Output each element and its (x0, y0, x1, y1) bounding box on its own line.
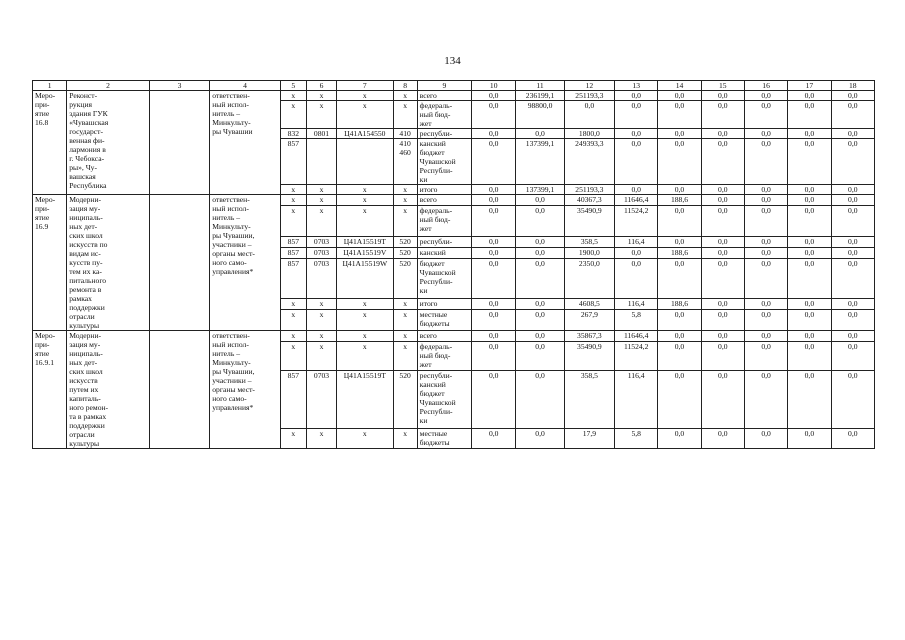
amount-cell: 188,6 (658, 247, 701, 258)
amount-cell: 0,0 (472, 428, 516, 448)
amount-cell: 35867,3 (564, 331, 614, 342)
amount-cell: 0,0 (658, 185, 701, 195)
column-header: 9 (417, 81, 471, 91)
target-article-code: x (337, 341, 393, 371)
responsible-executor: ответствен- ный испол- нитель – Минкульту- ры Чувашии, участники – органы мест- ного само- управления* (210, 331, 281, 449)
header-row (33, 81, 875, 91)
amount-cell: 116,4 (615, 371, 658, 429)
amount-cell: 0,0 (701, 258, 744, 299)
column-header: 11 (516, 81, 564, 91)
expense-type-code: x (393, 299, 417, 310)
target-article-code: Ц41А15519W (337, 258, 393, 299)
amount-cell: 2350,0 (564, 258, 614, 299)
amount-cell: 0,0 (472, 129, 516, 139)
funding-source: итого (417, 299, 471, 310)
amount-cell: 0,0 (701, 371, 744, 429)
section-code: x (306, 310, 336, 331)
amount-cell: 0,0 (472, 247, 516, 258)
amount-cell: 0,0 (788, 236, 831, 247)
ministry-code: x (280, 341, 306, 371)
amount-cell: 0,0 (788, 258, 831, 299)
amount-cell: 0,0 (788, 428, 831, 448)
amount-cell: 0,0 (788, 91, 831, 101)
amount-cell: 40367,3 (564, 195, 614, 206)
amount-cell: 0,0 (472, 195, 516, 206)
section-code: 0703 (306, 247, 336, 258)
amount-cell: 0,0 (744, 91, 787, 101)
expense-type-code: x (393, 331, 417, 342)
measure-name: Модерни- зация му- ниципаль- ных дет- ских школ искусств путем их капиталь- ного ремон- та в рамках поддержки отрасли культуры (67, 331, 150, 449)
amount-cell: 0,0 (744, 310, 787, 331)
target-article-code: x (337, 205, 393, 236)
amount-cell: 0,0 (615, 247, 658, 258)
amount-cell: 0,0 (744, 205, 787, 236)
section-code: 0703 (306, 258, 336, 299)
amount-cell: 0,0 (658, 139, 701, 185)
amount-cell: 1900,0 (564, 247, 614, 258)
amount-cell: 0,0 (516, 371, 564, 429)
funding-source: федераль- ный бюд- жет (417, 101, 471, 129)
amount-cell: 11524,2 (615, 205, 658, 236)
amount-cell: 0,0 (788, 247, 831, 258)
expense-type-code: x (393, 310, 417, 331)
target-article-code: x (337, 331, 393, 342)
amount-cell: 251193,3 (564, 185, 614, 195)
amount-cell: 0,0 (472, 331, 516, 342)
section-code: x (306, 341, 336, 371)
amount-cell: 98800,0 (516, 101, 564, 129)
target-article-code: Ц41А15519Т (337, 371, 393, 429)
ministry-code: x (280, 205, 306, 236)
column-header: 1 (33, 81, 67, 91)
amount-cell: 188,6 (658, 195, 701, 206)
amount-cell: 0,0 (701, 205, 744, 236)
expense-type-code: x (393, 428, 417, 448)
amount-cell: 236199,1 (516, 91, 564, 101)
column-header: 8 (393, 81, 417, 91)
target-article-code: x (337, 185, 393, 195)
amount-cell: 0,0 (615, 91, 658, 101)
amount-cell: 0,0 (472, 258, 516, 299)
amount-cell: 0,0 (516, 247, 564, 258)
amount-cell: 0,0 (516, 205, 564, 236)
column-3-cell (149, 331, 209, 449)
target-article-code: x (337, 299, 393, 310)
amount-cell: 0,0 (658, 205, 701, 236)
amount-cell: 0,0 (658, 101, 701, 129)
amount-cell: 0,0 (472, 101, 516, 129)
amount-cell: 358,5 (564, 371, 614, 429)
amount-cell: 0,0 (516, 258, 564, 299)
amount-cell: 0,0 (701, 299, 744, 310)
amount-cell: 137399,1 (516, 139, 564, 185)
expense-type-code: 410 460 (393, 139, 417, 185)
column-header: 2 (67, 81, 150, 91)
budget-table (32, 80, 875, 449)
funding-source: федераль- ный бюд- жет (417, 341, 471, 371)
target-article-code: Ц41А15519V (337, 247, 393, 258)
section-code: 0801 (306, 129, 336, 139)
amount-cell: 35490,9 (564, 341, 614, 371)
funding-source: республи- (417, 236, 471, 247)
expense-type-code: x (393, 91, 417, 101)
amount-cell: 0,0 (516, 331, 564, 342)
column-header: 13 (615, 81, 658, 91)
amount-cell: 0,0 (516, 428, 564, 448)
expense-type-code: x (393, 101, 417, 129)
amount-cell: 116,4 (615, 299, 658, 310)
amount-cell: 0,0 (788, 299, 831, 310)
target-article-code: x (337, 310, 393, 331)
amount-cell: 0,0 (472, 91, 516, 101)
amount-cell: 0,0 (744, 236, 787, 247)
section-code (306, 139, 336, 185)
amount-cell: 0,0 (472, 205, 516, 236)
amount-cell: 0,0 (516, 310, 564, 331)
amount-cell: 0,0 (472, 236, 516, 247)
amount-cell: 0,0 (788, 341, 831, 371)
amount-cell: 0,0 (701, 195, 744, 206)
amount-cell: 0,0 (701, 129, 744, 139)
column-3-cell (149, 91, 209, 195)
responsible-executor: ответствен- ный испол- нитель – Минкульту- ры Чувашии (210, 91, 281, 195)
amount-cell: 0,0 (788, 129, 831, 139)
measure-name: Реконст- рукция здания ГУК «Чувашская государст- венная фи- лармония в г. Чебокса- ры», Чу- вашская Республика (67, 91, 150, 195)
ministry-code: 857 (280, 258, 306, 299)
column-header: 15 (701, 81, 744, 91)
section-code: x (306, 195, 336, 206)
column-header: 16 (744, 81, 787, 91)
amount-cell: 267,9 (564, 310, 614, 331)
ministry-code: x (280, 428, 306, 448)
amount-cell: 0,0 (831, 91, 874, 101)
funding-source: итого (417, 185, 471, 195)
amount-cell: 0,0 (831, 236, 874, 247)
table-row (33, 91, 875, 101)
measure-number: Меро- при- ятие 16.9.1 (33, 331, 67, 449)
measure-number: Меро- при- ятие 16.9 (33, 195, 67, 331)
amount-cell: 0,0 (472, 139, 516, 185)
ministry-code: 857 (280, 139, 306, 185)
amount-cell: 0,0 (831, 310, 874, 331)
amount-cell: 0,0 (788, 331, 831, 342)
amount-cell: 0,0 (831, 185, 874, 195)
amount-cell: 0,0 (615, 185, 658, 195)
amount-cell: 0,0 (516, 341, 564, 371)
ministry-code: 857 (280, 236, 306, 247)
amount-cell: 0,0 (472, 299, 516, 310)
column-header: 14 (658, 81, 701, 91)
amount-cell: 0,0 (831, 195, 874, 206)
expense-type-code: x (393, 195, 417, 206)
amount-cell: 11524,2 (615, 341, 658, 371)
amount-cell: 0,0 (472, 185, 516, 195)
table-row (33, 195, 875, 206)
funding-source: бюджет Чувашской Республи- ки (417, 258, 471, 299)
ministry-code: x (280, 310, 306, 331)
amount-cell: 0,0 (658, 129, 701, 139)
column-header: 12 (564, 81, 614, 91)
target-article-code: Ц41А154550 (337, 129, 393, 139)
amount-cell: 0,0 (658, 310, 701, 331)
expense-type-code: 520 (393, 258, 417, 299)
amount-cell: 0,0 (701, 331, 744, 342)
expense-type-code: 410 (393, 129, 417, 139)
amount-cell: 0,0 (658, 236, 701, 247)
ministry-code: x (280, 331, 306, 342)
funding-source: республи- (417, 129, 471, 139)
section-code: x (306, 428, 336, 448)
funding-source: канский бюджет Чувашской Республи- ки (417, 139, 471, 185)
ministry-code: 857 (280, 247, 306, 258)
amount-cell: 0,0 (744, 195, 787, 206)
funding-source: местные бюджеты (417, 310, 471, 331)
amount-cell: 0,0 (831, 341, 874, 371)
amount-cell: 0,0 (615, 258, 658, 299)
section-code: x (306, 185, 336, 195)
amount-cell: 251193,3 (564, 91, 614, 101)
amount-cell: 188,6 (658, 299, 701, 310)
amount-cell: 0,0 (831, 205, 874, 236)
amount-cell: 0,0 (744, 129, 787, 139)
amount-cell: 0,0 (788, 371, 831, 429)
amount-cell: 0,0 (658, 428, 701, 448)
amount-cell: 35490,9 (564, 205, 614, 236)
amount-cell: 0,0 (658, 331, 701, 342)
measure-name: Модерни- зация му- ниципаль- ных дет- ских школ искусств по видам ис- кусств пу- тем их ка- питального ремонта в рамках поддержки отрасли культуры (67, 195, 150, 331)
ministry-code: 857 (280, 371, 306, 429)
table-row (33, 331, 875, 342)
amount-cell: 0,0 (701, 310, 744, 331)
amount-cell: 0,0 (516, 236, 564, 247)
amount-cell: 0,0 (831, 331, 874, 342)
amount-cell: 0,0 (831, 428, 874, 448)
amount-cell: 0,0 (472, 310, 516, 331)
target-article-code: Ц41А15519Т (337, 236, 393, 247)
amount-cell: 0,0 (831, 371, 874, 429)
column-header: 6 (306, 81, 336, 91)
column-header: 3 (149, 81, 209, 91)
amount-cell: 0,0 (516, 129, 564, 139)
amount-cell: 358,5 (564, 236, 614, 247)
column-header: 17 (788, 81, 831, 91)
amount-cell: 0,0 (788, 185, 831, 195)
amount-cell: 0,0 (615, 129, 658, 139)
amount-cell: 0,0 (658, 91, 701, 101)
amount-cell: 0,0 (615, 139, 658, 185)
amount-cell: 249393,3 (564, 139, 614, 185)
amount-cell: 137399,1 (516, 185, 564, 195)
amount-cell: 0,0 (658, 341, 701, 371)
column-header: 18 (831, 81, 874, 91)
amount-cell: 0,0 (516, 195, 564, 206)
amount-cell: 0,0 (701, 247, 744, 258)
funding-source: всего (417, 91, 471, 101)
ministry-code: x (280, 195, 306, 206)
amount-cell: 0,0 (831, 101, 874, 129)
section-code: x (306, 205, 336, 236)
amount-cell: 1800,0 (564, 129, 614, 139)
ministry-code: x (280, 91, 306, 101)
column-header: 5 (280, 81, 306, 91)
expense-type-code: 520 (393, 236, 417, 247)
amount-cell: 0,0 (788, 139, 831, 185)
amount-cell: 0,0 (701, 236, 744, 247)
amount-cell: 0,0 (788, 195, 831, 206)
amount-cell: 0,0 (744, 331, 787, 342)
expense-type-code: 520 (393, 247, 417, 258)
target-article-code: x (337, 428, 393, 448)
measure-number: Меро- при- ятие 16.8 (33, 91, 67, 195)
amount-cell: 0,0 (701, 139, 744, 185)
funding-source: всего (417, 195, 471, 206)
funding-source: федераль- ный бюд- жет (417, 205, 471, 236)
expense-type-code: x (393, 205, 417, 236)
section-code: x (306, 331, 336, 342)
funding-source: канский (417, 247, 471, 258)
amount-cell: 0,0 (831, 299, 874, 310)
ministry-code: x (280, 185, 306, 195)
column-header: 4 (210, 81, 281, 91)
ministry-code: 832 (280, 129, 306, 139)
amount-cell: 0,0 (744, 299, 787, 310)
amount-cell: 11646,4 (615, 331, 658, 342)
amount-cell: 0,0 (516, 299, 564, 310)
expense-type-code: x (393, 185, 417, 195)
funding-source: местные бюджеты (417, 428, 471, 448)
section-code: x (306, 91, 336, 101)
amount-cell: 0,0 (472, 371, 516, 429)
amount-cell: 0,0 (615, 101, 658, 129)
amount-cell: 17,9 (564, 428, 614, 448)
amount-cell: 0,0 (831, 129, 874, 139)
column-header: 10 (472, 81, 516, 91)
amount-cell: 5,8 (615, 310, 658, 331)
amount-cell: 0,0 (701, 428, 744, 448)
amount-cell: 0,0 (472, 341, 516, 371)
amount-cell: 0,0 (788, 310, 831, 331)
amount-cell: 0,0 (701, 91, 744, 101)
ministry-code: x (280, 299, 306, 310)
amount-cell: 0,0 (701, 185, 744, 195)
amount-cell: 0,0 (744, 247, 787, 258)
target-article-code: x (337, 91, 393, 101)
amount-cell: 0,0 (744, 341, 787, 371)
page-number: 134 (444, 55, 461, 67)
amount-cell: 116,4 (615, 236, 658, 247)
funding-source: всего (417, 331, 471, 342)
column-header: 7 (337, 81, 393, 91)
amount-cell: 11646,4 (615, 195, 658, 206)
amount-cell: 0,0 (744, 101, 787, 129)
amount-cell: 0,0 (658, 258, 701, 299)
amount-cell: 0,0 (831, 139, 874, 185)
target-article-code (337, 139, 393, 185)
amount-cell: 0,0 (744, 139, 787, 185)
ministry-code: x (280, 101, 306, 129)
section-code: x (306, 101, 336, 129)
responsible-executor: ответствен- ный испол- нитель – Минкульту- ры Чувашии, участники – органы мест- ного само- управления* (210, 195, 281, 331)
amount-cell: 0,0 (701, 341, 744, 371)
section-code: 0703 (306, 371, 336, 429)
amount-cell: 0,0 (564, 101, 614, 129)
amount-cell: 5,8 (615, 428, 658, 448)
funding-source: республи- канский бюджет Чувашской Республи- ки (417, 371, 471, 429)
amount-cell: 0,0 (744, 185, 787, 195)
target-article-code: x (337, 195, 393, 206)
amount-cell: 0,0 (744, 371, 787, 429)
amount-cell: 0,0 (658, 371, 701, 429)
amount-cell: 0,0 (788, 205, 831, 236)
expense-type-code: 520 (393, 371, 417, 429)
section-code: 0703 (306, 236, 336, 247)
amount-cell: 0,0 (831, 258, 874, 299)
amount-cell: 0,0 (701, 101, 744, 129)
amount-cell: 0,0 (788, 101, 831, 129)
expense-type-code: x (393, 341, 417, 371)
amount-cell: 0,0 (744, 258, 787, 299)
section-code: x (306, 299, 336, 310)
target-article-code: x (337, 101, 393, 129)
column-3-cell (149, 195, 209, 331)
amount-cell: 4608,5 (564, 299, 614, 310)
amount-cell: 0,0 (831, 247, 874, 258)
amount-cell: 0,0 (744, 428, 787, 448)
